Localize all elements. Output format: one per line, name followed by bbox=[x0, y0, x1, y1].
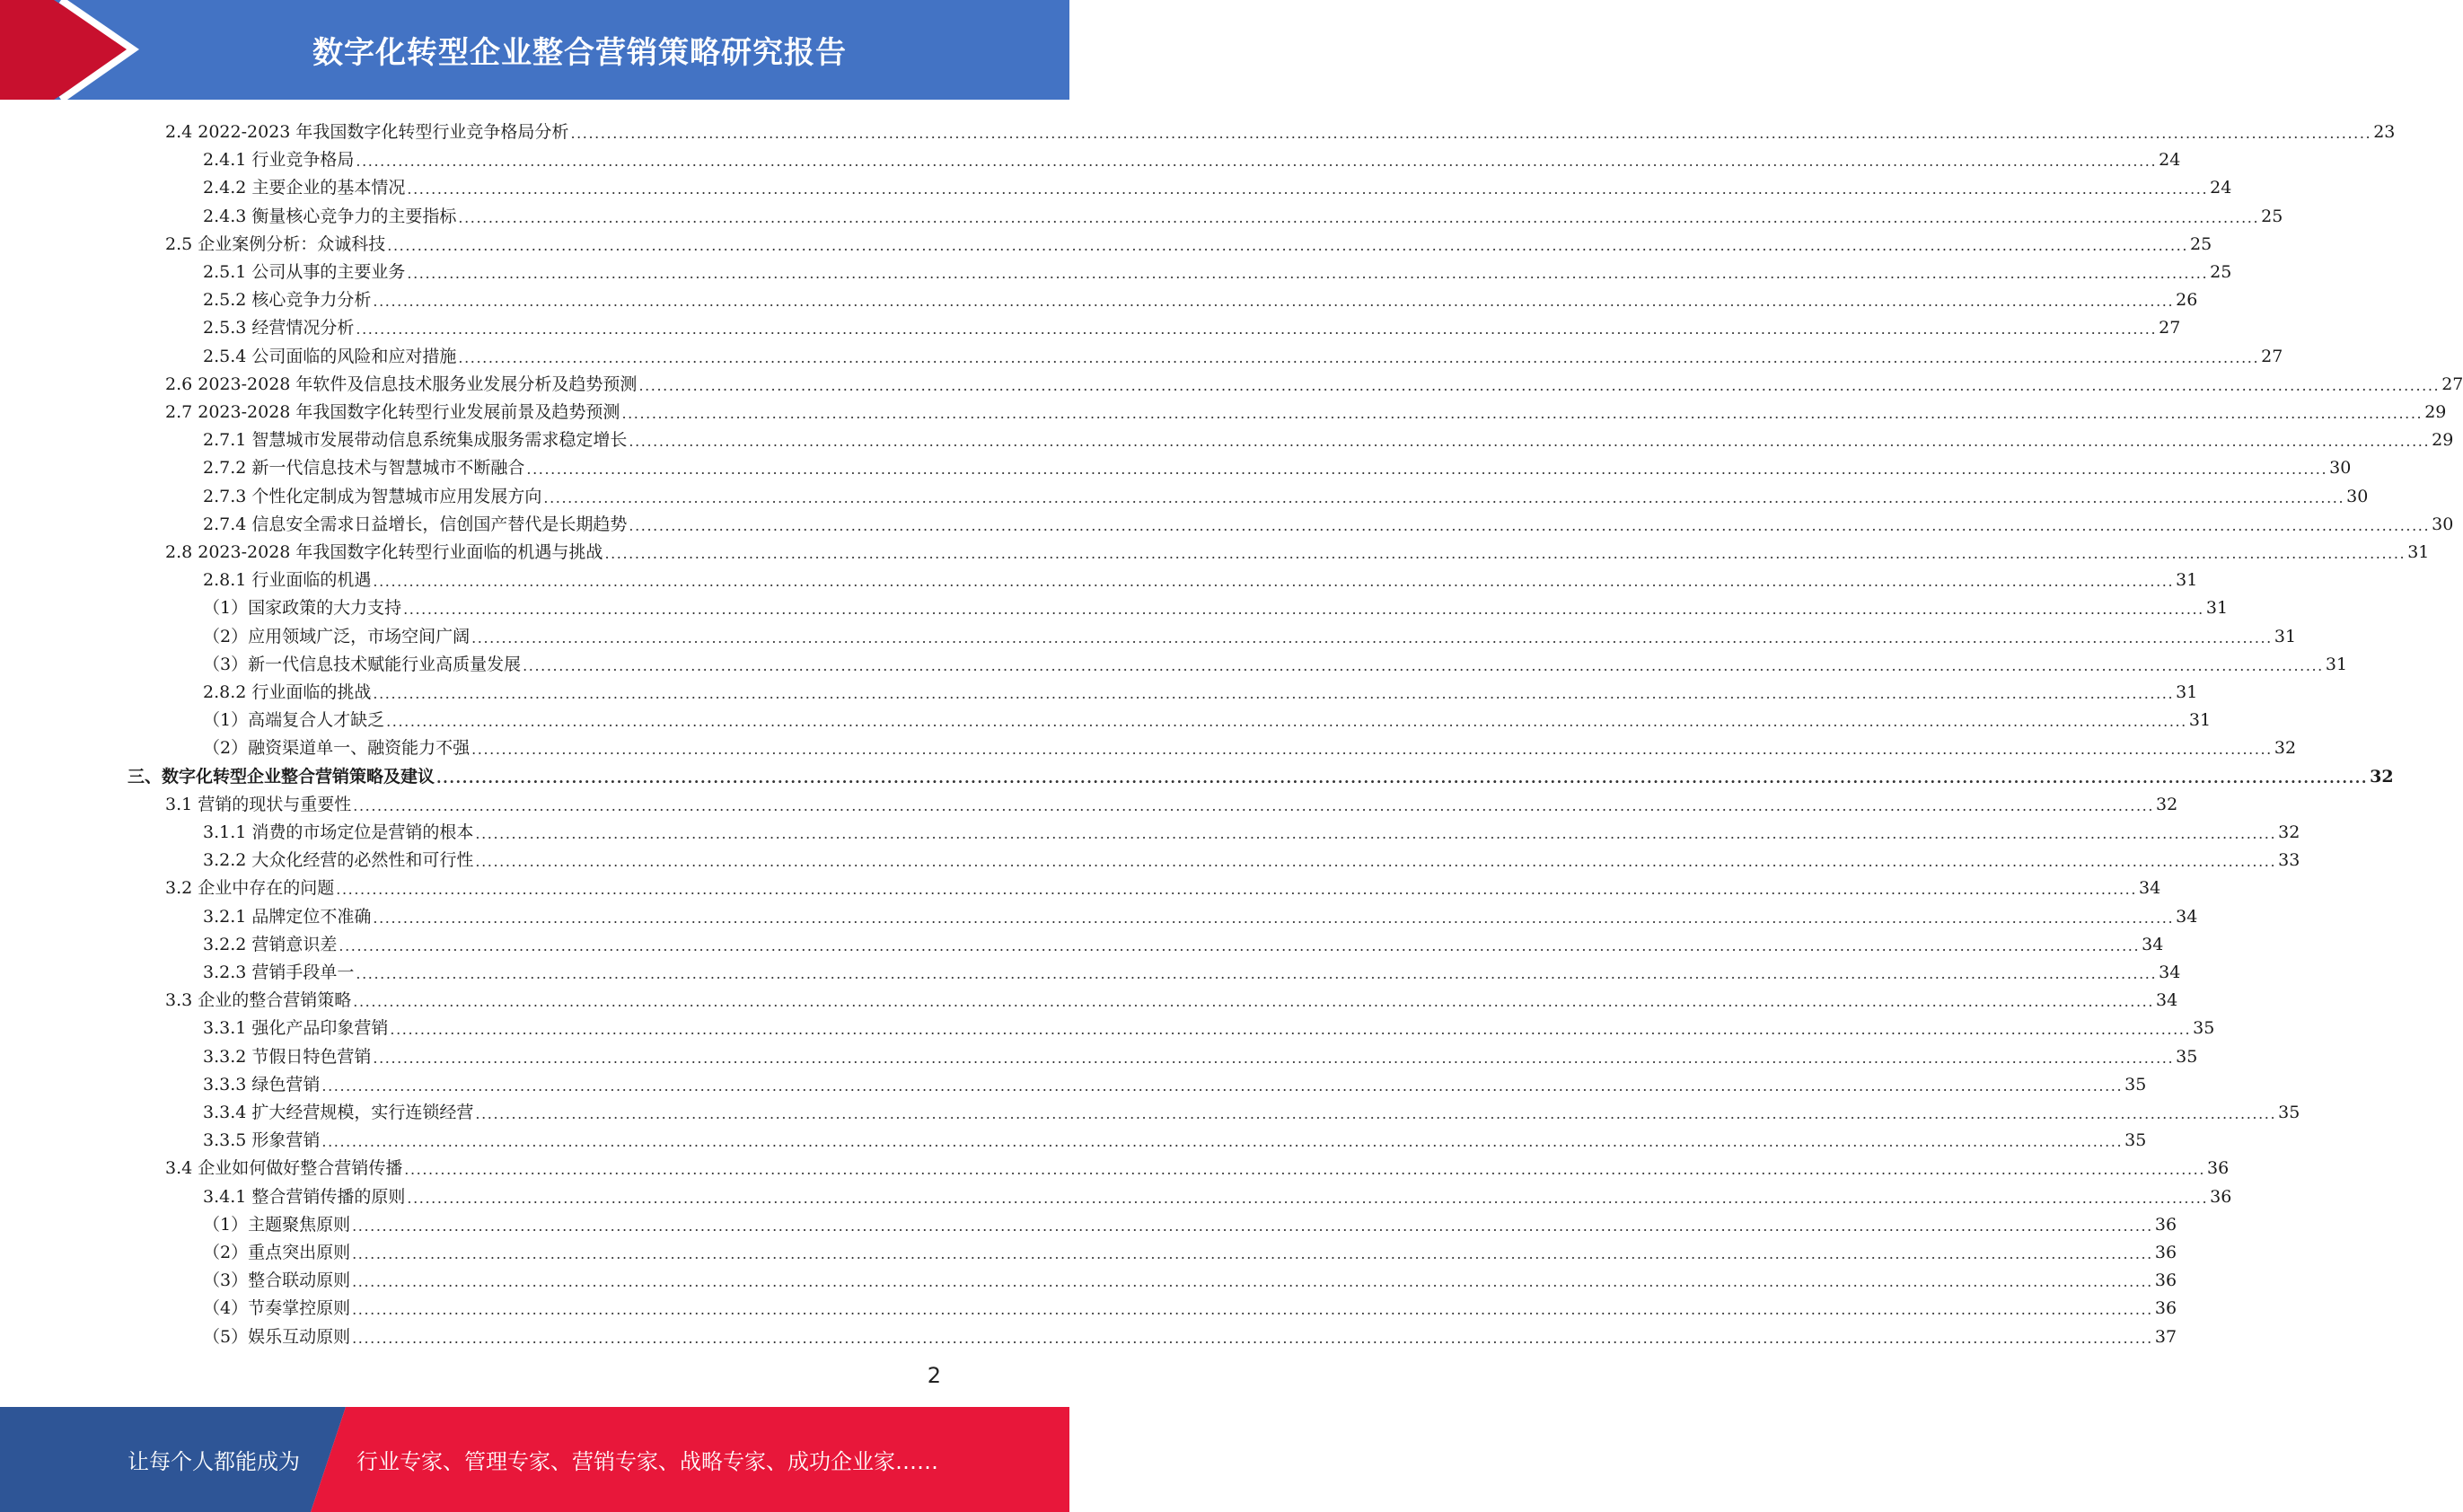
toc-entry[interactable] bbox=[203, 647, 2348, 675]
toc-entry-page: 33 bbox=[2278, 850, 2300, 870]
toc-entry-label: （1）高端复合人才缺乏 bbox=[203, 710, 385, 730]
toc-entry-label: 3.2.1 品牌定位不准确 bbox=[203, 907, 372, 927]
toc-entry[interactable] bbox=[203, 815, 2300, 843]
page-footer bbox=[0, 1407, 1069, 1512]
toc-entry-label: （1）国家政策的大力支持 bbox=[203, 598, 402, 618]
toc-entry-label: 2.6 2023-2028 年软件及信息技术服务业发展分析及趋势预测 bbox=[165, 374, 638, 394]
toc-entry-page: 36 bbox=[2207, 1158, 2230, 1178]
toc-leader-dots: ............................................................................................................................................................................................................................................................................................................ bbox=[570, 125, 2372, 142]
toc-entry-page: 36 bbox=[2154, 1215, 2177, 1235]
toc-leader-dots: ............................................................................................................................................................................................................................................................................................................ bbox=[356, 153, 2158, 170]
toc-entry-label: 3.3.2 节假日特色营销 bbox=[203, 1047, 372, 1067]
toc-entry-page: 32 bbox=[2274, 738, 2297, 758]
toc-entry-page: 31 bbox=[2176, 570, 2198, 590]
toc-entry[interactable] bbox=[203, 339, 2283, 367]
toc-leader-dots: ............................................................................................................................................................................................................................................................................................................ bbox=[523, 657, 2324, 674]
toc-leader-dots: ............................................................................................................................................................................................................................................................................................................ bbox=[336, 881, 2138, 898]
footer-slogan-right: 行业专家、管理专家、营销专家、战略专家、成功企业家…… bbox=[356, 1449, 938, 1474]
toc-leader-dots: ............................................................................................................................................................................................................................................................................................................ bbox=[407, 180, 2209, 198]
toc-entry[interactable] bbox=[203, 1068, 2147, 1095]
toc-entry-page: 25 bbox=[2210, 262, 2232, 282]
toc-entry-label: 2.5 企业案例分析：众诚科技 bbox=[165, 234, 386, 254]
page-header bbox=[0, 0, 1069, 100]
toc-leader-dots: ............................................................................................................................................................................................................................................................................................................ bbox=[352, 1273, 2153, 1290]
toc-entry[interactable] bbox=[203, 731, 2297, 759]
toc-entry-label: 2.5.2 核心竞争力分析 bbox=[203, 290, 372, 310]
toc-leader-dots: ............................................................................................................................................................................................................................................................................................................ bbox=[403, 601, 2204, 618]
toc-entry-page: 23 bbox=[2373, 122, 2396, 142]
toc-leader-dots: ............................................................................................................................................................................................................................................................................................................ bbox=[373, 910, 2175, 927]
toc-entry-label: （1）主题聚焦原则 bbox=[203, 1215, 351, 1235]
toc-entry-label: （2）应用领域广泛，市场空间广阔 bbox=[203, 627, 471, 646]
toc-leader-dots: ............................................................................................................................................................................................................................................................................................................ bbox=[475, 1105, 2277, 1122]
toc-leader-dots: ............................................................................................................................................................................................................................................................................................................ bbox=[353, 797, 2155, 814]
toc-entry-page: 31 bbox=[2407, 542, 2430, 562]
toc-entry-page: 34 bbox=[2156, 990, 2178, 1010]
toc-entry-page: 27 bbox=[2441, 374, 2463, 394]
toc-entry-page: 37 bbox=[2154, 1327, 2177, 1347]
toc-entry[interactable] bbox=[203, 311, 2181, 338]
toc-leader-dots: ............................................................................................................................................................................................................................................................................................................ bbox=[352, 1330, 2153, 1347]
toc-entry-label: （3）整合联动原则 bbox=[203, 1270, 351, 1290]
toc-entry[interactable] bbox=[128, 760, 2394, 787]
toc-entry-label: （2）融资渠道单一、融资能力不强 bbox=[203, 738, 471, 758]
toc-leader-dots: ............................................................................................................................................................................................................................................................................................................ bbox=[373, 685, 2175, 702]
toc-leader-dots: ............................................................................................................................................................................................................................................................................................................ bbox=[638, 377, 2441, 394]
toc-entry-label: 3.1 营销的现状与重要性 bbox=[165, 795, 352, 814]
toc-leader-dots: ............................................................................................................................................................................................................................................................................................................ bbox=[629, 517, 2431, 534]
toc-entry-page: 24 bbox=[2159, 150, 2181, 170]
report-title: 数字化转型企业整合营销策略研究报告 bbox=[312, 35, 847, 71]
toc-entry-label: 2.7.3 个性化定制成为智慧城市应用发展方向 bbox=[203, 487, 542, 506]
toc-leader-dots: ............................................................................................................................................................................................................................................................................................................ bbox=[373, 1050, 2175, 1067]
toc-entry-page: 25 bbox=[2190, 234, 2212, 254]
toc-leader-dots: ............................................................................................................................................................................................................................................................................................................ bbox=[436, 769, 2369, 787]
toc-entry-label: （4）节奏掌控原则 bbox=[203, 1298, 351, 1318]
toc-leader-dots: ............................................................................................................................................................................................................................................................................................................ bbox=[353, 993, 2155, 1010]
toc-entry-page: 31 bbox=[2176, 682, 2198, 702]
toc-entry-label: 3.3.4 扩大经营规模，实行连锁经营 bbox=[203, 1103, 474, 1122]
toc-leader-dots: ............................................................................................................................................................................................................................................................................................................ bbox=[629, 433, 2431, 450]
toc-leader-dots: ............................................................................................................................................................................................................................................................................................................ bbox=[373, 573, 2175, 590]
toc-leader-dots: ............................................................................................................................................................................................................................................................................................................ bbox=[356, 965, 2158, 982]
toc-entry-label: 2.7.4 信息安全需求日益增长，信创国产替代是长期趋势 bbox=[203, 514, 628, 534]
toc-leader-dots: ............................................................................................................................................................................................................................................................................................................ bbox=[407, 1190, 2209, 1207]
toc-entry[interactable] bbox=[203, 1320, 2177, 1348]
toc-entry-label: 2.4.2 主要企业的基本情况 bbox=[203, 178, 406, 198]
toc-entry-label: 3.3.1 强化产品印象营销 bbox=[203, 1018, 389, 1038]
toc-leader-dots: ............................................................................................................................................................................................................................................................................................................ bbox=[352, 1301, 2153, 1318]
toc-leader-dots: ............................................................................................................................................................................................................................................................................................................ bbox=[526, 461, 2328, 478]
toc-leader-dots: ............................................................................................................................................................................................................................................................................................................ bbox=[321, 1133, 2124, 1150]
toc-entry-page: 32 bbox=[2156, 795, 2178, 814]
toc-entry[interactable] bbox=[203, 479, 2369, 507]
toc-entry[interactable] bbox=[203, 563, 2198, 591]
toc-leader-dots: ............................................................................................................................................................................................................................................................................................................ bbox=[604, 545, 2406, 562]
toc-entry[interactable] bbox=[203, 507, 2454, 535]
toc-entry[interactable] bbox=[203, 843, 2300, 871]
toc-entry[interactable] bbox=[165, 535, 2430, 563]
toc-entry-label: 2.8 2023-2028 年我国数字化转型行业面临的机遇与挑战 bbox=[165, 542, 603, 562]
toc-entry-page: 35 bbox=[2124, 1075, 2147, 1094]
toc-leader-dots: ............................................................................................................................................................................................................................................................................................................ bbox=[404, 1161, 2206, 1178]
toc-entry[interactable] bbox=[203, 171, 2232, 198]
toc-leader-dots: ............................................................................................................................................................................................................................................................................................................ bbox=[621, 405, 2423, 422]
toc-entry-label: 三、数字化转型企业整合营销策略及建议 bbox=[128, 767, 435, 787]
toc-entry[interactable] bbox=[203, 1011, 2215, 1039]
toc-entry-label: 2.4.1 行业竞争格局 bbox=[203, 150, 355, 170]
toc-entry-page: 36 bbox=[2154, 1298, 2177, 1318]
toc-entry-label: 2.8.2 行业面临的挑战 bbox=[203, 682, 372, 702]
toc-entry-page: 35 bbox=[2193, 1018, 2215, 1038]
toc-leader-dots: ............................................................................................................................................................................................................................................................................................................ bbox=[407, 265, 2209, 282]
toc-leader-dots: ............................................................................................................................................................................................................................................................................................................ bbox=[458, 209, 2260, 226]
toc-entry[interactable] bbox=[203, 900, 2198, 927]
toc-entry-label: 2.5.1 公司从事的主要业务 bbox=[203, 262, 406, 282]
toc-leader-dots: ............................................................................................................................................................................................................................................................................................................ bbox=[458, 349, 2260, 366]
toc-leader-dots: ............................................................................................................................................................................................................................................................................................................ bbox=[471, 629, 2273, 646]
toc-entry[interactable] bbox=[203, 591, 2229, 619]
toc-entry-label: 3.2.2 大众化经营的必然性和可行性 bbox=[203, 850, 474, 870]
toc-entry-label: 3.2.2 营销意识差 bbox=[203, 935, 338, 954]
toc-leader-dots: ............................................................................................................................................................................................................................................................................................................ bbox=[475, 825, 2277, 842]
toc-entry-page: 34 bbox=[2159, 963, 2181, 982]
toc-entry-page: 36 bbox=[2154, 1243, 2177, 1262]
toc-entry-label: （5）娱乐互动原则 bbox=[203, 1327, 351, 1347]
toc-entry[interactable] bbox=[203, 1123, 2147, 1151]
toc-leader-dots: ............................................................................................................................................................................................................................................................................................................ bbox=[475, 853, 2277, 870]
toc-entry[interactable] bbox=[203, 1095, 2300, 1123]
toc-entry-label: 2.5.4 公司面临的风险和应对措施 bbox=[203, 347, 457, 366]
toc-entry-label: 2.5.3 经营情况分析 bbox=[203, 318, 355, 338]
toc-leader-dots: ............................................................................................................................................................................................................................................................................................................ bbox=[321, 1077, 2124, 1094]
toc-entry-page: 26 bbox=[2176, 290, 2198, 310]
toc-leader-dots: ............................................................................................................................................................................................................................................................................................................ bbox=[543, 489, 2345, 506]
toc-leader-dots: ............................................................................................................................................................................................................................................................................................................ bbox=[373, 293, 2175, 310]
toc-entry-label: 3.1.1 消费的市场定位是营销的根本 bbox=[203, 822, 474, 842]
toc-entry[interactable] bbox=[203, 620, 2297, 647]
toc-entry[interactable] bbox=[203, 1263, 2177, 1291]
toc-entry[interactable] bbox=[165, 395, 2447, 423]
toc-entry-label: （2）重点突出原则 bbox=[203, 1243, 351, 1262]
toc-entry[interactable] bbox=[203, 1291, 2177, 1319]
toc-entry[interactable] bbox=[203, 199, 2283, 227]
toc-leader-dots: ............................................................................................................................................................................................................................................................................................................ bbox=[387, 237, 2189, 254]
toc-entry-label: 2.4 2022-2023 年我国数字化转型行业竞争格局分析 bbox=[165, 122, 569, 142]
toc-entry[interactable] bbox=[203, 955, 2181, 983]
toc-entry-label: 2.7.1 智慧城市发展带动信息系统集成服务需求稳定增长 bbox=[203, 430, 628, 450]
toc-entry-label: 3.2.3 营销手段单一 bbox=[203, 963, 355, 982]
toc-entry-page: 30 bbox=[2329, 458, 2352, 478]
toc-entry-page: 32 bbox=[2370, 767, 2394, 787]
toc-entry[interactable] bbox=[203, 675, 2198, 703]
toc-entry-label: 2.4.3 衡量核心竞争力的主要指标 bbox=[203, 207, 457, 226]
toc-entry-page: 35 bbox=[2278, 1103, 2300, 1122]
toc-entry[interactable] bbox=[203, 423, 2454, 451]
toc-entry-page: 29 bbox=[2424, 402, 2447, 422]
toc-entry-label: 3.3.3 绿色营销 bbox=[203, 1075, 321, 1094]
toc-entry[interactable] bbox=[165, 115, 2396, 143]
toc-entry-page: 30 bbox=[2346, 487, 2369, 506]
toc-entry-label: 3.4.1 整合营销传播的原则 bbox=[203, 1187, 406, 1207]
toc-entry-page: 27 bbox=[2159, 318, 2181, 338]
toc-entry-page: 35 bbox=[2176, 1047, 2198, 1067]
toc-entry-label: （3）新一代信息技术赋能行业高质量发展 bbox=[203, 655, 522, 674]
toc-entry-page: 34 bbox=[2142, 935, 2164, 954]
toc-entry-page: 24 bbox=[2210, 178, 2232, 198]
toc-entry-page: 36 bbox=[2154, 1270, 2177, 1290]
toc-entry-page: 29 bbox=[2432, 430, 2454, 450]
toc-leader-dots: ............................................................................................................................................................................................................................................................................................................ bbox=[339, 937, 2141, 954]
toc-entry-page: 25 bbox=[2261, 207, 2283, 226]
toc-entry-page: 30 bbox=[2432, 514, 2454, 534]
toc-entry-label: 3.4 企业如何做好整合营销传播 bbox=[165, 1158, 403, 1178]
toc-entry-page: 31 bbox=[2325, 655, 2348, 674]
toc-entry-page: 36 bbox=[2210, 1187, 2232, 1207]
toc-entry[interactable] bbox=[203, 703, 2212, 731]
toc-entry-page: 31 bbox=[2188, 710, 2212, 730]
toc-entry[interactable] bbox=[165, 227, 2212, 255]
toc-leader-dots: ............................................................................................................................................................................................................................................................................................................ bbox=[386, 713, 2187, 730]
toc-entry[interactable] bbox=[203, 143, 2181, 171]
toc-entry[interactable] bbox=[165, 787, 2178, 815]
toc-entry[interactable] bbox=[203, 1040, 2198, 1068]
toc-entry[interactable] bbox=[203, 283, 2198, 311]
toc-entry-page: 35 bbox=[2124, 1130, 2147, 1150]
toc-entry[interactable] bbox=[203, 1180, 2232, 1208]
toc-leader-dots: ............................................................................................................................................................................................................................................................................................................ bbox=[356, 321, 2158, 338]
toc-entry[interactable] bbox=[203, 927, 2164, 955]
toc-entry[interactable] bbox=[203, 451, 2352, 479]
toc-leader-dots: ............................................................................................................................................................................................................................................................................................................ bbox=[352, 1245, 2153, 1262]
toc-entry[interactable] bbox=[165, 871, 2161, 899]
toc-entry[interactable] bbox=[203, 255, 2232, 283]
toc-entry-label: 3.2 企业中存在的问题 bbox=[165, 878, 335, 898]
toc-entry-page: 27 bbox=[2261, 347, 2283, 366]
toc-entry[interactable] bbox=[203, 1235, 2177, 1263]
toc-entry-page: 34 bbox=[2176, 907, 2198, 927]
toc-leader-dots: ............................................................................................................................................................................................................................................................................................................ bbox=[390, 1021, 2192, 1038]
toc-entry-label: 3.3.5 形象营销 bbox=[203, 1130, 321, 1150]
toc-entry[interactable] bbox=[165, 983, 2178, 1011]
toc-entry-page: 31 bbox=[2205, 598, 2229, 618]
toc-entry-label: 3.3 企业的整合营销策略 bbox=[165, 990, 352, 1010]
footer-slogan-left: 让每个人都能成为 bbox=[128, 1449, 300, 1474]
toc-entry[interactable] bbox=[203, 1208, 2177, 1235]
toc-entry-page: 34 bbox=[2139, 878, 2161, 898]
toc-leader-dots: ............................................................................................................................................................................................................................................................................................................ bbox=[471, 741, 2273, 758]
page-number: 2 bbox=[927, 1363, 941, 1388]
toc-entry[interactable] bbox=[165, 1151, 2230, 1179]
toc-entry-label: 2.8.1 行业面临的机遇 bbox=[203, 570, 372, 590]
toc-entry-page: 32 bbox=[2278, 822, 2300, 842]
toc-entry[interactable] bbox=[165, 367, 2463, 395]
toc-entry-label: 2.7 2023-2028 年我国数字化转型行业发展前景及趋势预测 bbox=[165, 402, 620, 422]
toc-entry-label: 2.7.2 新一代信息技术与智慧城市不断融合 bbox=[203, 458, 525, 478]
toc-leader-dots: ............................................................................................................................................................................................................................................................................................................ bbox=[352, 1218, 2153, 1235]
toc-entry-page: 31 bbox=[2274, 627, 2297, 646]
